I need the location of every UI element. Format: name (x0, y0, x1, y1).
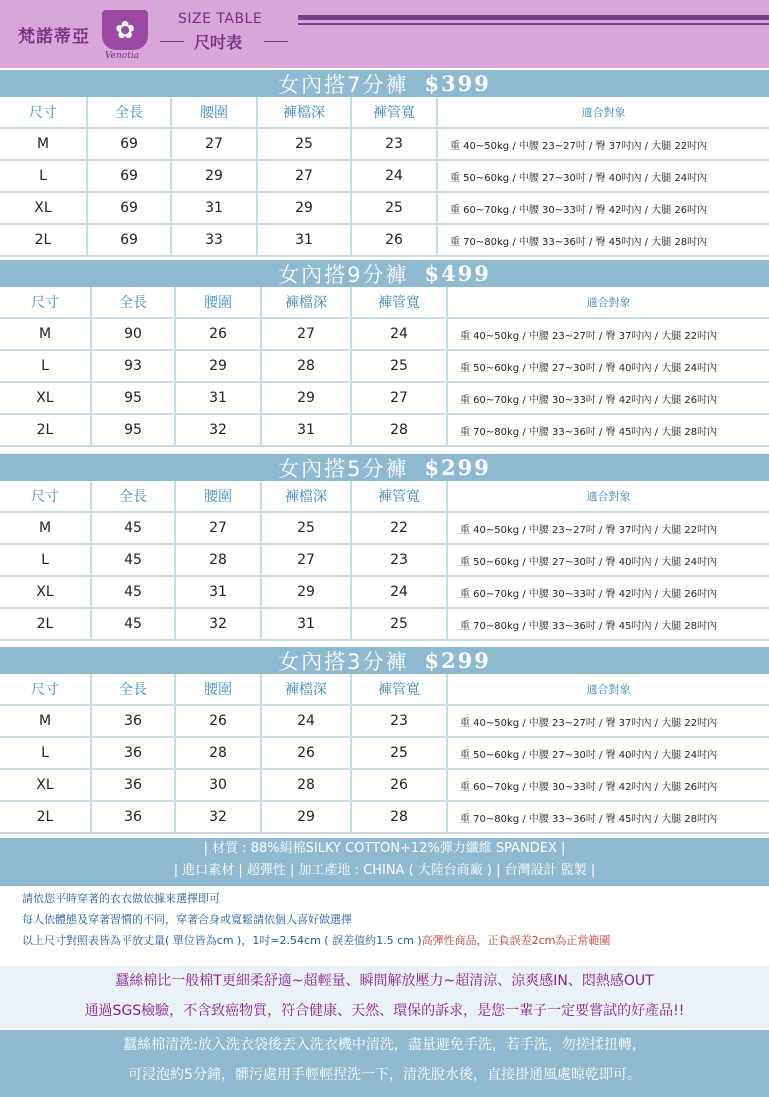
cell-fit: 重 60~70kg / 中腰 30~33吋 / 臀 42吋內 / 大腿 26吋內 (460, 588, 718, 600)
table-row (0, 513, 769, 545)
cell-waist: 33 (172, 225, 258, 255)
table-row (0, 193, 769, 225)
col-header-waist: 腰圍 (176, 481, 262, 511)
section-title: 女內搭5分褲 (278, 456, 409, 481)
section-title-bar (0, 260, 769, 287)
cell-rise: 25 (258, 129, 352, 159)
size-section-5 (0, 454, 769, 641)
cell-hem: 24 (352, 319, 448, 349)
cell-size: L (0, 545, 92, 575)
cell-length: 45 (92, 545, 176, 575)
cell-fit: 重 40~50kg / 中腰 23~27吋 / 臀 37吋內 / 大腿 22吋內 (460, 524, 718, 536)
cell-hem: 25 (352, 738, 448, 768)
cell-fit: 重 40~50kg / 中腰 23~27吋 / 臀 37吋內 / 大腿 22吋內 (460, 717, 718, 729)
col-header-hem: 褲管寬 (352, 674, 448, 704)
cell-rise: 29 (258, 193, 352, 223)
title-divider-right (264, 41, 288, 42)
cell-size: 2L (0, 225, 88, 255)
cell-waist: 29 (172, 161, 258, 191)
table-row (0, 577, 769, 609)
promo-line: 通過SGS檢驗，不含致癌物質，符合健康、天然、環保的訴求，是您一輩子一定要嘗試的好產品!! (84, 1003, 685, 1019)
cell-rise: 29 (262, 802, 352, 832)
cell-length: 36 (92, 770, 176, 800)
cell-fit: 重 70~80kg / 中腰 33~36吋 / 臀 45吋內 / 大腿 28吋內 (460, 426, 718, 438)
size-table-title-zh: 尺吋表 (194, 33, 243, 52)
material-band (0, 838, 769, 886)
cell-size: 2L (0, 609, 92, 639)
cell-fit: 重 50~60kg / 中腰 27~30吋 / 臀 40吋內 / 大腿 24吋內 (460, 556, 718, 568)
promo-line: 蠶絲棉比一般棉T更細柔舒適~超輕量、瞬間解放壓力~超清涼、涼爽感IN、悶熱感OUT (115, 973, 654, 989)
size-section-9 (0, 260, 769, 447)
col-header-hem: 褲管寬 (352, 287, 448, 317)
size-notes (22, 888, 610, 951)
cell-waist: 29 (176, 351, 262, 381)
col-header-rise: 褲檔深 (262, 481, 352, 511)
cell-fit: 重 70~80kg / 中腰 33~36吋 / 臀 45吋內 / 大腿 28吋內 (450, 236, 708, 248)
table-header-row (0, 674, 769, 706)
header-stripe-thick (298, 15, 769, 20)
cell-length: 69 (88, 193, 172, 223)
size-section-3 (0, 647, 769, 834)
cell-waist: 31 (176, 577, 262, 607)
wash-line: 蠶絲棉清洗:放入洗衣袋後丟入洗衣機中清洗，盡量避免手洗，若手洗，勿搓揉扭轉， (123, 1037, 646, 1053)
section-title-bar (0, 454, 769, 481)
col-header-length: 全長 (92, 481, 176, 511)
size-table-title-en: SIZE TABLE (178, 11, 263, 27)
table-row (0, 609, 769, 641)
section-price: $499 (424, 261, 491, 286)
cell-rise: 31 (258, 225, 352, 255)
cell-size: M (0, 513, 92, 543)
col-header-rise: 褲檔深 (262, 674, 352, 704)
cell-hem: 26 (352, 225, 438, 255)
cell-waist: 26 (176, 706, 262, 736)
cell-hem: 28 (352, 415, 448, 445)
section-price: $299 (424, 648, 491, 673)
cell-hem: 24 (352, 577, 448, 607)
cell-waist: 32 (176, 802, 262, 832)
cell-rise: 29 (262, 383, 352, 413)
silk-promo (0, 966, 769, 1028)
cell-waist: 27 (172, 129, 258, 159)
col-header-size: 尺寸 (0, 481, 92, 511)
table-row (0, 545, 769, 577)
col-header-size: 尺寸 (0, 674, 92, 704)
col-header-size: 尺寸 (0, 97, 88, 127)
cell-waist: 28 (176, 738, 262, 768)
section-title-bar (0, 70, 769, 97)
col-header-fit: 適合對象 (586, 296, 631, 309)
cell-length: 45 (92, 609, 176, 639)
col-header-hem: 褲管寬 (352, 481, 448, 511)
cell-waist: 30 (176, 770, 262, 800)
brand-subtitle: Venotia (105, 51, 140, 61)
section-price: $399 (424, 71, 491, 96)
cell-length: 95 (92, 415, 176, 445)
cell-length: 95 (92, 383, 176, 413)
wash-instructions (0, 1030, 769, 1097)
cell-length: 45 (92, 577, 176, 607)
col-header-size: 尺寸 (0, 287, 92, 317)
col-header-waist: 腰圍 (172, 97, 258, 127)
cell-hem: 23 (352, 129, 438, 159)
cell-length: 36 (92, 738, 176, 768)
cell-fit: 重 50~60kg / 中腰 27~30吋 / 臀 40吋內 / 大腿 24吋內 (460, 749, 718, 761)
note-line: 每人依體態及穿著習慣的不同，穿著合身或寬鬆請依個人喜好做選擇 (22, 913, 352, 926)
cell-hem: 26 (352, 770, 448, 800)
material-composition: | 材質 : 88%絹棉SILKY COTTON+12%彈力纖維 SPANDEX | (203, 841, 566, 856)
cell-rise: 28 (262, 351, 352, 381)
cell-waist: 26 (176, 319, 262, 349)
cell-fit: 重 70~80kg / 中腰 33~36吋 / 臀 45吋內 / 大腿 28吋內 (460, 813, 718, 825)
cell-hem: 25 (352, 351, 448, 381)
col-header-fit: 適合對象 (586, 683, 631, 696)
cell-rise: 24 (262, 706, 352, 736)
col-header-fit: 適合對象 (586, 490, 631, 503)
cell-hem: 28 (352, 802, 448, 832)
table-row (0, 161, 769, 193)
section-title: 女內搭3分褲 (278, 649, 409, 674)
section-title-bar (0, 647, 769, 674)
cell-length: 90 (92, 319, 176, 349)
cell-rise: 25 (262, 513, 352, 543)
cell-rise: 27 (262, 545, 352, 575)
cell-rise: 26 (262, 738, 352, 768)
cell-size: M (0, 129, 88, 159)
section-title: 女內搭9分褲 (278, 262, 409, 287)
col-header-waist: 腰圍 (176, 287, 262, 317)
table-row (0, 706, 769, 738)
cell-size: XL (0, 383, 92, 413)
cell-fit: 重 60~70kg / 中腰 30~33吋 / 臀 42吋內 / 大腿 26吋內 (460, 394, 718, 406)
cell-rise: 27 (262, 319, 352, 349)
header-stripe-thin (298, 23, 769, 25)
cell-hem: 23 (352, 706, 448, 736)
note-measurement: 以上尺寸對照表皆為平放丈量( 單位皆為cm )，1吋=2.54cm ( 誤差值約1.5 cm ) (22, 934, 422, 947)
cell-hem: 25 (352, 193, 438, 223)
table-row (0, 415, 769, 447)
cell-length: 45 (92, 513, 176, 543)
col-header-length: 全長 (92, 674, 176, 704)
cell-length: 69 (88, 225, 172, 255)
col-header-length: 全長 (92, 287, 176, 317)
table-header-row (0, 287, 769, 319)
cell-size: L (0, 351, 92, 381)
cell-size: XL (0, 193, 88, 223)
cell-fit: 重 40~50kg / 中腰 23~27吋 / 臀 37吋內 / 大腿 22吋內 (460, 330, 718, 342)
cell-hem: 23 (352, 545, 448, 575)
cell-fit: 重 40~50kg / 中腰 23~27吋 / 臀 37吋內 / 大腿 22吋內 (450, 140, 708, 152)
cell-waist: 32 (176, 609, 262, 639)
material-origin: | 進口素材 | 超彈性 | 加工產地 : CHINA ( 大陸台商廠 ) | 台灣設計 監製 | (173, 863, 596, 878)
cell-length: 36 (92, 706, 176, 736)
cell-hem: 25 (352, 609, 448, 639)
cell-size: 2L (0, 802, 92, 832)
brand-name: 梵諾蒂亞 (18, 27, 90, 47)
cell-length: 69 (88, 129, 172, 159)
header-banner (0, 0, 769, 68)
cell-waist: 27 (176, 513, 262, 543)
cell-fit: 重 70~80kg / 中腰 33~36吋 / 臀 45吋內 / 大腿 28吋內 (460, 620, 718, 632)
col-header-hem: 褲管寬 (352, 97, 438, 127)
cell-rise: 31 (262, 609, 352, 639)
col-header-length: 全長 (88, 97, 172, 127)
cell-waist: 31 (176, 383, 262, 413)
table-header-row (0, 481, 769, 513)
table-row (0, 129, 769, 161)
cell-length: 36 (92, 802, 176, 832)
wash-line: 可浸泡約5分鐘，髒污處用手輕輕捏洗一下，清洗脫水後，直接掛通風處晾乾即可。 (128, 1067, 641, 1083)
table-header-row (0, 97, 769, 129)
cell-rise: 31 (262, 415, 352, 445)
table-row (0, 319, 769, 351)
col-header-rise: 褲檔深 (262, 287, 352, 317)
cell-size: XL (0, 577, 92, 607)
note-tolerance: 高彈性商品，正負誤差2cm為正常範圍 (421, 934, 611, 947)
cell-length: 69 (88, 161, 172, 191)
cell-size: L (0, 738, 92, 768)
table-row (0, 351, 769, 383)
cell-waist: 32 (176, 415, 262, 445)
cell-hem: 22 (352, 513, 448, 543)
cell-rise: 28 (262, 770, 352, 800)
title-divider-left (160, 41, 184, 42)
cell-rise: 29 (262, 577, 352, 607)
cell-fit: 重 60~70kg / 中腰 30~33吋 / 臀 42吋內 / 大腿 26吋內 (450, 204, 708, 216)
cell-size: M (0, 319, 92, 349)
col-header-fit: 適合對象 (581, 106, 626, 119)
cell-waist: 28 (176, 545, 262, 575)
table-row (0, 225, 769, 257)
cell-rise: 27 (258, 161, 352, 191)
cell-fit: 重 60~70kg / 中腰 30~33吋 / 臀 42吋內 / 大腿 26吋內 (460, 781, 718, 793)
table-row (0, 383, 769, 415)
cell-size: 2L (0, 415, 92, 445)
cell-fit: 重 50~60kg / 中腰 27~30吋 / 臀 40吋內 / 大腿 24吋內 (450, 172, 708, 184)
cell-length: 93 (92, 351, 176, 381)
cell-hem: 27 (352, 383, 448, 413)
cell-hem: 24 (352, 161, 438, 191)
cell-waist: 31 (172, 193, 258, 223)
table-row (0, 770, 769, 802)
cell-size: M (0, 706, 92, 736)
size-section-7 (0, 70, 769, 257)
col-header-waist: 腰圍 (176, 674, 262, 704)
table-row (0, 802, 769, 834)
cell-size: XL (0, 770, 92, 800)
note-line: 請依您平時穿著的衣衣做依據來選擇即可 (22, 892, 220, 905)
section-title: 女內搭7分褲 (278, 72, 409, 97)
table-row (0, 738, 769, 770)
cell-size: L (0, 161, 88, 191)
section-price: $299 (424, 455, 491, 480)
flower-emblem-icon: ✿ (102, 10, 148, 50)
col-header-rise: 褲檔深 (258, 97, 352, 127)
cell-fit: 重 50~60kg / 中腰 27~30吋 / 臀 40吋內 / 大腿 24吋內 (460, 362, 718, 374)
